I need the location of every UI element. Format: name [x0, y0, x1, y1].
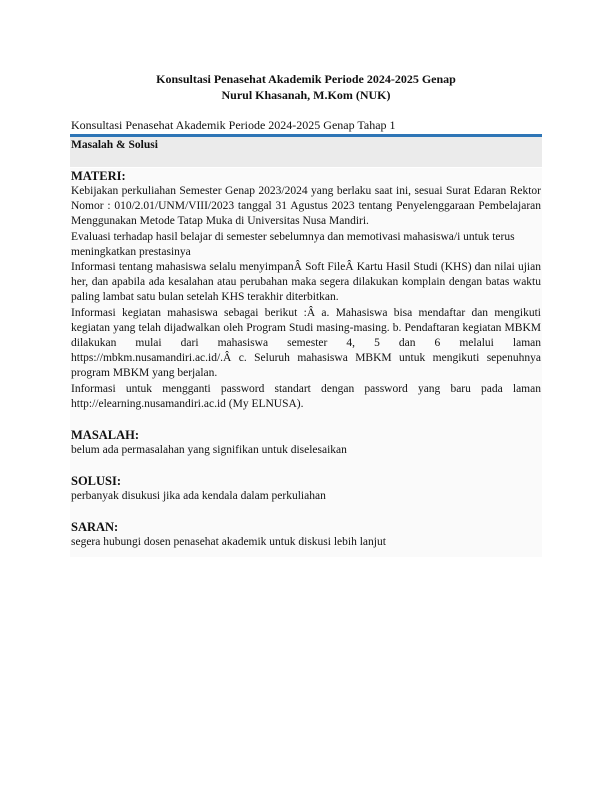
materi-paragraph-4: Informasi kegiatan mahasiswa sebagai berikut :Â a. Mahasiswa bisa mendaftar dan mengikuti kegiatan yang telah dijadwalkan oleh Program Studi masing-masing. b. Pendaftaran kegiatan MBKM dilakukan mulai dari mahasiswa semester 4, 5 dan 6 melalui laman https://mbkm.nusamandiri.ac.id/.Â c. Seluruh mahasiswa MBKM untuk mengikuti sepenuhnya program MBKM yang berjalan. [71, 306, 541, 380]
materi-paragraph-1: Kebijakan perkuliahan Semester Genap 2023/2024 yang berlaku saat ini, sesuai Surat Edaran Rektor Nomor : 010/2.01/UNM/VIII/2023 tanggal 31 Agustus 2023 tentang Penyelenggaraan Pembelajaran Menggunakan Metode Tatap Muka di Universitas Nusa Mandiri. [71, 185, 541, 228]
masalah-text: belum ada permasalahan yang signifikan untuk diselesaikan [71, 444, 347, 457]
masalah-heading: MASALAH: [71, 428, 140, 443]
saran-heading: SARAN: [71, 520, 119, 535]
section-title: Konsultasi Penasehat Akademik Periode 2024-2025 Genap Tahap 1 [71, 118, 396, 132]
document-header [0, 71, 612, 103]
consultation-content [70, 168, 542, 557]
solusi-text: perbanyak disukusi jika ada kendala dalam perkuliahan [71, 490, 326, 503]
materi-heading: MATERI: [71, 169, 126, 183]
materi-paragraph-5: Informasi untuk mengganti password standart dengan password yang baru pada laman http://elearning.nusamandiri.ac.id (My ELNUSA). [71, 382, 541, 410]
materi-paragraph-3: Informasi tentang mahasiswa selalu menyimpanÂ Soft FileÂ Kartu Hasil Studi (KHS) dan nilai ujian her, dan apabila ada kesalahan atau perubahan maka segera dilakukan komplain dengan batas waktu paling lambat satu bulan setelah KHS terakhir diterbitkan. [71, 261, 541, 304]
saran-text: segera hubungi dosen penasehat akademik untuk diskusi lebih lanjut [71, 536, 386, 549]
solusi-heading: SOLUSI: [71, 474, 122, 489]
document-title: Konsultasi Penasehat Akademik Periode 2024-2025 Genap [156, 72, 456, 86]
subheading-bar [70, 137, 542, 167]
materi-paragraph-2: Evaluasi terhadap hasil belajar di semester sebelumnya dan memotivasi mahasiswa/i untuk terus meningkatkan prestasinya [71, 230, 515, 258]
subheading-label: Masalah & Solusi [71, 139, 158, 151]
advisor-name: Nurul Khasanah, M.Kom (NUK) [221, 88, 391, 102]
